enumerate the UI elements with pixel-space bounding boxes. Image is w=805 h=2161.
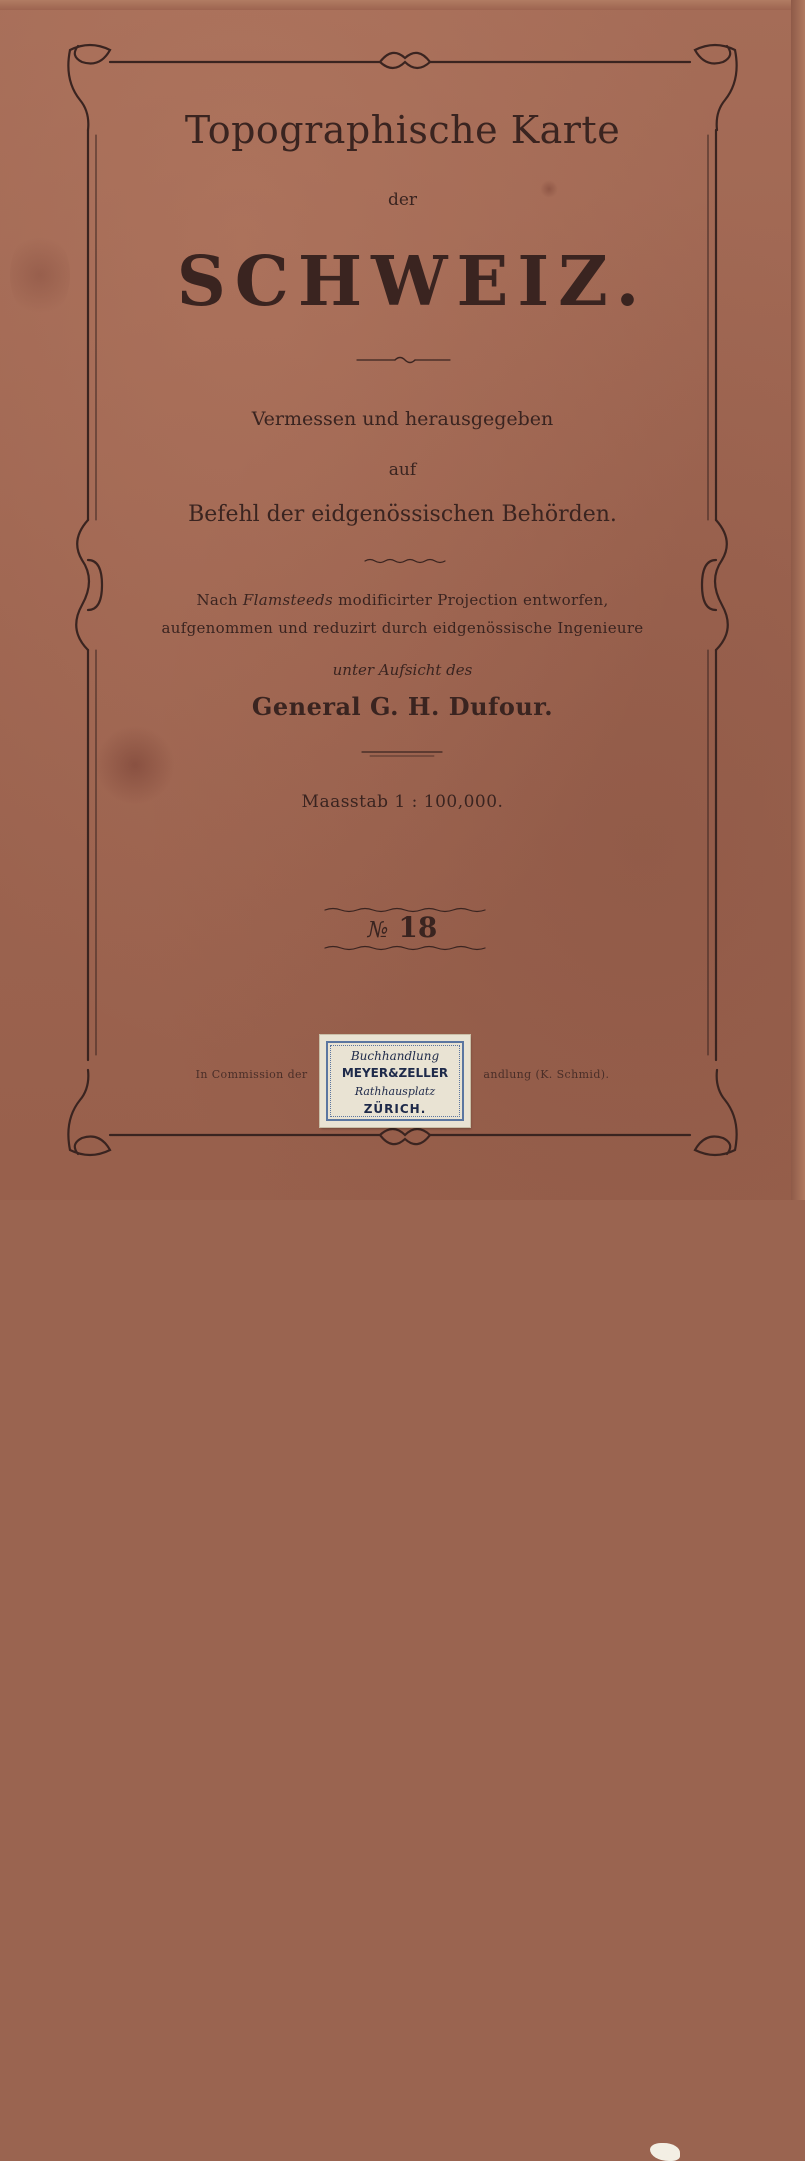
sheet-number — [0, 911, 805, 944]
projection-pre: Nach — [196, 591, 238, 609]
survey-line: aufgenommen und reduzirt durch eidgenössische Ingenieure — [161, 619, 644, 637]
imprint-left: In Commission der — [195, 1068, 308, 1081]
label-line-2: MEYER&ZELLER — [341, 1066, 449, 1080]
projection-post: modificirter Projection entworfen, — [338, 591, 609, 609]
cover-title-der: der — [387, 190, 418, 210]
label-line-3: Rathhausplatz — [354, 1085, 436, 1098]
supervision-label: unter Aufsicht des — [332, 661, 473, 679]
scale-label: Maasstab 1 : 100,000. — [301, 792, 504, 812]
bookseller-label — [320, 1035, 470, 1127]
cover-main-title: SCHWEIZ. — [176, 242, 649, 322]
subtitle-authority: Befehl der eidgenössischen Behörden. — [188, 502, 617, 527]
label-line-1: Buchhandlung — [350, 1049, 440, 1063]
subtitle-auf: auf — [388, 460, 417, 480]
number-value: 18 — [398, 911, 438, 944]
label-line-4: ZÜRICH. — [363, 1102, 427, 1116]
subtitle-line: Vermessen und herausgegeben — [251, 408, 554, 430]
projection-line — [0, 591, 805, 609]
imprint-right: andlung (K. Schmid). — [483, 1068, 610, 1081]
label-tear — [650, 2143, 680, 2161]
cover-title-line: Topographische Karte — [184, 108, 621, 152]
general-name: General G. H. Dufour. — [251, 692, 554, 721]
number-sign: № — [367, 918, 389, 943]
projection-name: Flamsteeds — [242, 591, 334, 609]
